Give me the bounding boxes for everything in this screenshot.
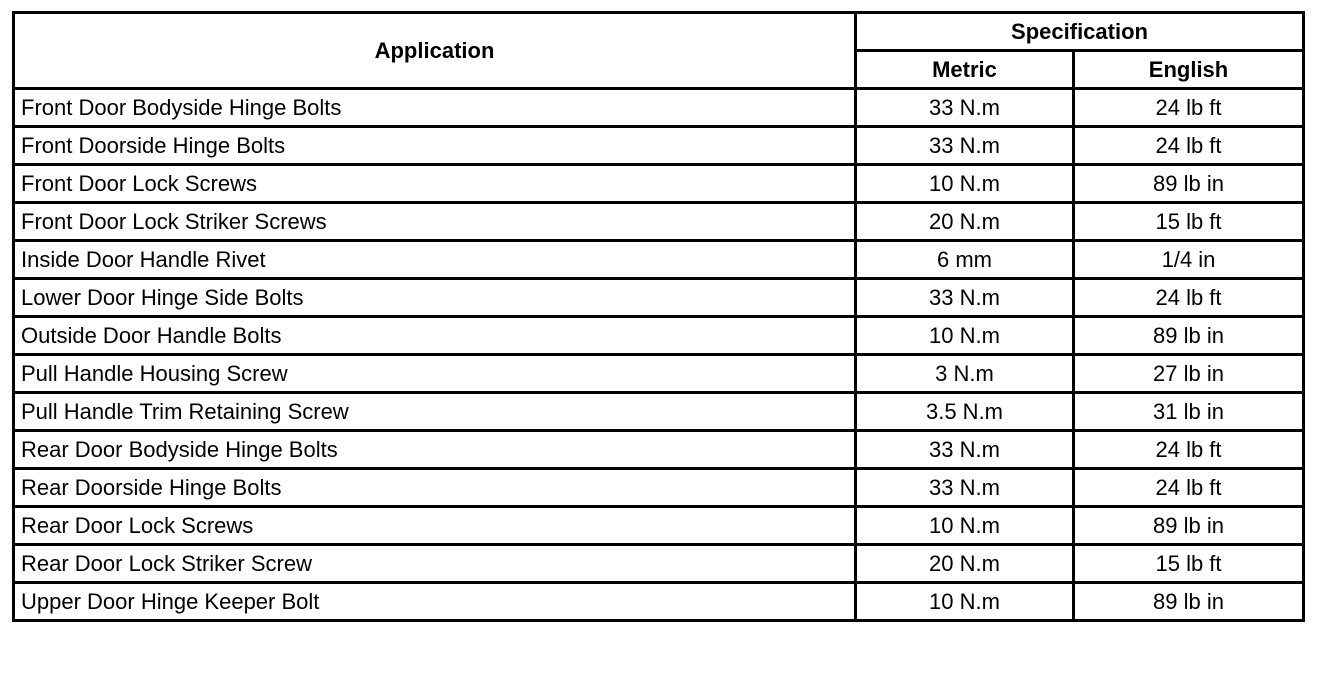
- english-cell: 24 lb ft: [1074, 469, 1304, 507]
- application-cell: Pull Handle Trim Retaining Screw: [14, 393, 856, 431]
- metric-cell: 33 N.m: [856, 89, 1074, 127]
- english-cell: 89 lb in: [1074, 583, 1304, 621]
- table-row: [14, 165, 1304, 203]
- english-cell: 15 lb ft: [1074, 545, 1304, 583]
- specification-header: Specification: [856, 13, 1304, 51]
- english-cell: 89 lb in: [1074, 507, 1304, 545]
- application-cell: Front Door Bodyside Hinge Bolts: [14, 89, 856, 127]
- application-cell: Front Doorside Hinge Bolts: [14, 127, 856, 165]
- metric-cell: 10 N.m: [856, 165, 1074, 203]
- application-cell: Front Door Lock Striker Screws: [14, 203, 856, 241]
- metric-cell: 6 mm: [856, 241, 1074, 279]
- english-cell: 24 lb ft: [1074, 89, 1304, 127]
- english-cell: 15 lb ft: [1074, 203, 1304, 241]
- application-cell: Rear Door Lock Screws: [14, 507, 856, 545]
- metric-cell: 10 N.m: [856, 583, 1074, 621]
- table-row: [14, 89, 1304, 127]
- metric-cell: 3.5 N.m: [856, 393, 1074, 431]
- english-cell: 89 lb in: [1074, 317, 1304, 355]
- torque-spec-table: [12, 11, 1305, 622]
- table-row: [14, 203, 1304, 241]
- metric-cell: 3 N.m: [856, 355, 1074, 393]
- header-row-top: [14, 13, 1304, 51]
- table-row: [14, 317, 1304, 355]
- metric-cell: 33 N.m: [856, 469, 1074, 507]
- metric-cell: 10 N.m: [856, 317, 1074, 355]
- table-row: [14, 279, 1304, 317]
- metric-cell: 20 N.m: [856, 203, 1074, 241]
- english-cell: 31 lb in: [1074, 393, 1304, 431]
- table-row: [14, 431, 1304, 469]
- application-cell: Pull Handle Housing Screw: [14, 355, 856, 393]
- application-cell: Lower Door Hinge Side Bolts: [14, 279, 856, 317]
- english-cell: 24 lb ft: [1074, 127, 1304, 165]
- application-cell: Rear Door Lock Striker Screw: [14, 545, 856, 583]
- table-row: [14, 507, 1304, 545]
- table-header: [14, 13, 1304, 89]
- metric-cell: 10 N.m: [856, 507, 1074, 545]
- application-cell: Rear Door Bodyside Hinge Bolts: [14, 431, 856, 469]
- table-body: [14, 89, 1304, 621]
- metric-cell: 33 N.m: [856, 279, 1074, 317]
- application-cell: Outside Door Handle Bolts: [14, 317, 856, 355]
- table-row: [14, 241, 1304, 279]
- table-row: [14, 127, 1304, 165]
- metric-cell: 33 N.m: [856, 127, 1074, 165]
- table-row: [14, 355, 1304, 393]
- application-cell: Rear Doorside Hinge Bolts: [14, 469, 856, 507]
- english-cell: 24 lb ft: [1074, 279, 1304, 317]
- application-cell: Inside Door Handle Rivet: [14, 241, 856, 279]
- table-row: [14, 583, 1304, 621]
- english-cell: 24 lb ft: [1074, 431, 1304, 469]
- english-header: English: [1074, 51, 1304, 89]
- metric-cell: 33 N.m: [856, 431, 1074, 469]
- application-cell: Upper Door Hinge Keeper Bolt: [14, 583, 856, 621]
- metric-cell: 20 N.m: [856, 545, 1074, 583]
- table-row: [14, 393, 1304, 431]
- application-header: Application: [14, 13, 856, 89]
- english-cell: 89 lb in: [1074, 165, 1304, 203]
- english-cell: 1/4 in: [1074, 241, 1304, 279]
- table-row: [14, 545, 1304, 583]
- table-row: [14, 469, 1304, 507]
- application-cell: Front Door Lock Screws: [14, 165, 856, 203]
- metric-header: Metric: [856, 51, 1074, 89]
- english-cell: 27 lb in: [1074, 355, 1304, 393]
